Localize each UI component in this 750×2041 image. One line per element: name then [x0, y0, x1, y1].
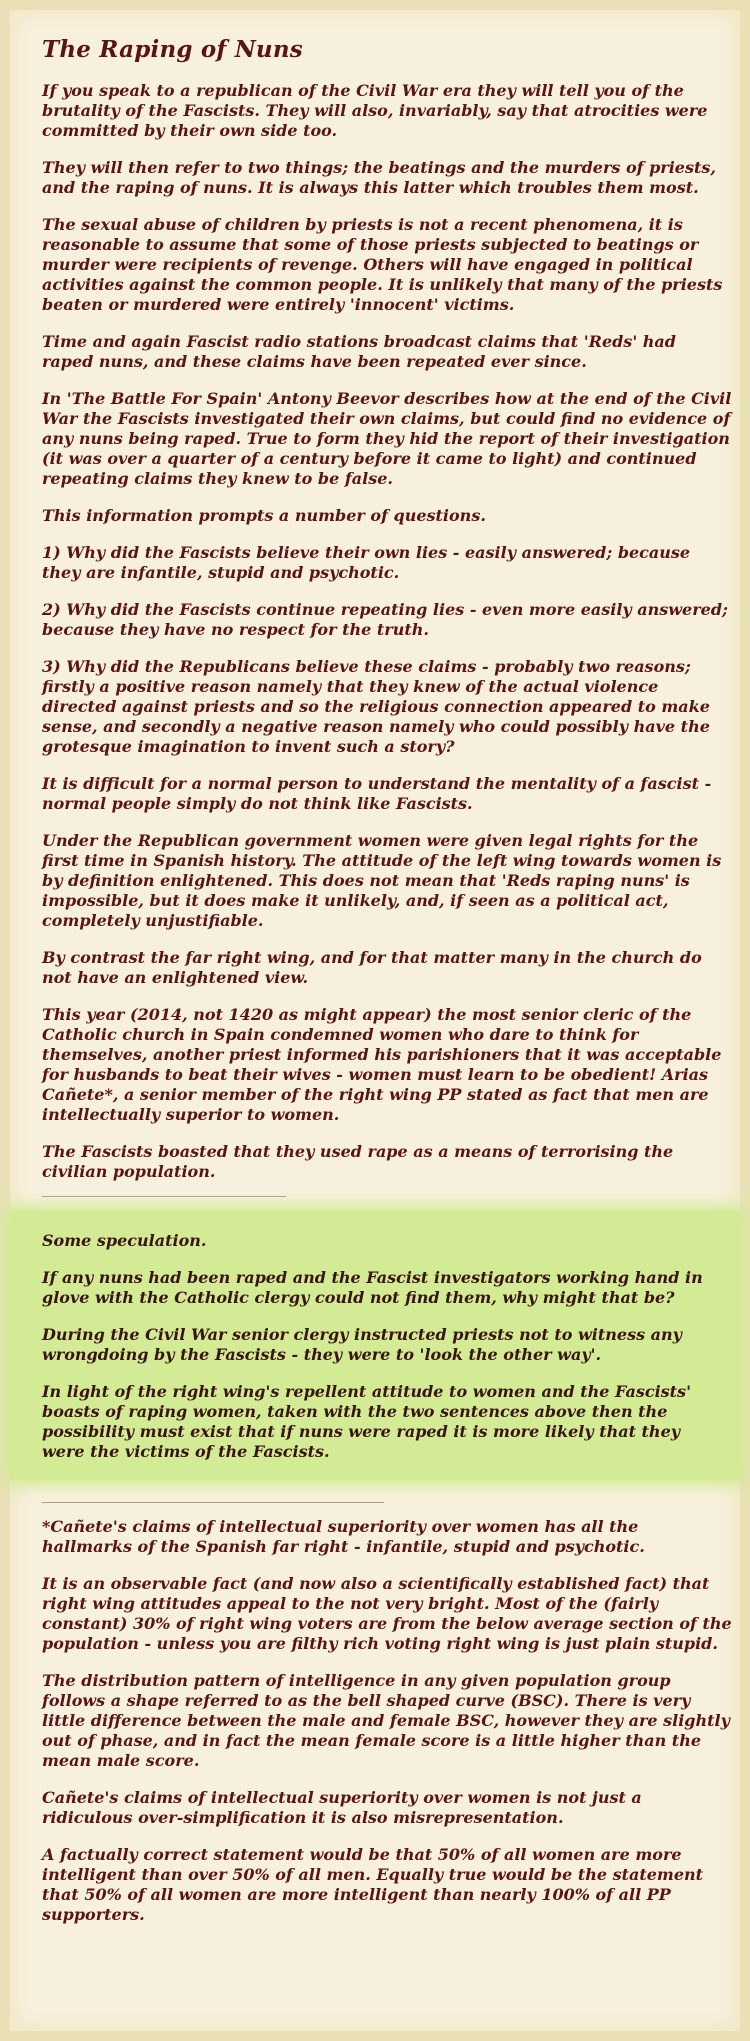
article-paragraph: If you speak to a republican of the Civil War era they will tell you of the brutality of the Fascists. They will also, invariably, say that atrocities were committed by their own side too. — [42, 81, 708, 140]
footnote-paragraph: The distribution pattern of intelligence in any given population group follows a shape referred to as the bell shaped curve (BSC). There is very little difference between the male and female BSC, however they are slightly out of phase, and in fact the mean female score is a little higher than the mean male score. — [42, 1671, 730, 1770]
question-1: 1) Why did the Fascists believe their own lies - easily answered; because they are infantile, stupid and psychotic. — [42, 543, 691, 582]
article-paragraph: This year (2014, not 1420 as might appear) the most senior cleric of the Catholic church in Spain condemned women who dare to think for themselves, another priest informed his parishioners that it was acceptable for husbands to beat their wives - women must learn to be obedient! Arias Cañete*, a senior member of the right wing PP stated as fact that men are intellectually superior to women. — [42, 1005, 722, 1124]
page — [10, 10, 740, 2031]
question-3: 3) Why did the Republicans believe these claims - probably two reasons; firstly a positive reason namely that they knew of the actual violence directed against priests and so the religious connection appeared to make sense, and secondly a negative reason namely who could possibly have the grotesque imagination to invent such a story? — [42, 657, 710, 756]
divider — [42, 1196, 286, 1197]
footnote-paragraph: A factually correct statement would be that 50% of all women are more intelligent than over 50% of all men. Equally true would be the statement that 50% of all women are more intelligent than nearly 100% of all PP supporters. — [42, 1845, 704, 1924]
article-paragraph: In 'The Battle For Spain' Antony Beevor describes how at the end of the Civil War the Fascists investigated their own claims, but could find no evidence of any nuns being raped. True to form they hid the report of their investigation (it was over a quarter of a century before it came to light) and continued repeating claims they knew to be false. — [42, 389, 732, 488]
article-paragraph: The Fascists boasted that they used rape as a means of terrorising the civilian population. — [42, 1142, 674, 1181]
footnote-paragraph: *Cañete's claims of intellectual superiority over women has all the hallmarks of the Spanish far right - infantile, stupid and psychotic. — [42, 1517, 645, 1556]
article-title: The Raping of Nuns — [42, 36, 303, 63]
article-paragraph: This information prompts a number of questions. — [42, 506, 486, 525]
speculation-paragraph: During the Civil War senior clergy instructed priests not to witness any wrongdoing by the Fascists - they were to 'look the other way'. — [42, 1325, 682, 1364]
article-paragraph: Time and again Fascist radio stations broadcast claims that 'Reds' had raped nuns, and these claims have been repeated ever since. — [42, 332, 676, 371]
article-paragraph: They will then refer to two things; the beatings and the murders of priests, and the raping of nuns. It is always this latter which troubles them most. — [42, 158, 716, 197]
article-paragraph: The sexual abuse of children by priests is not a recent phenomena, it is reasonable to assume that some of those priests subjected to beatings or murder were recipients of revenge. Others will have engaged in political activities against the common people. It is unlikely that many of the priests beaten or murdered were entirely 'innocent' victims. — [42, 215, 723, 314]
article-content — [42, 26, 732, 1942]
speculation-box — [10, 1211, 740, 1480]
speculation-paragraph: If any nuns had been raped and the Fascist investigators working hand in glove with the Catholic clergy could not find them, why might that be? — [42, 1268, 703, 1307]
footnote-paragraph: It is an observable fact (and now also a scientifically established fact) that right wing attitudes appeal to the not very bright. Most of the (fairly constant) 30% of right wing voters are from the below average section of the population - unless you are filthy rich voting right wing is just plain stupid. — [42, 1574, 732, 1653]
divider — [42, 1502, 384, 1503]
speculation-paragraph: In light of the right wing's repellent attitude to women and the Fascists' boasts of raping women, taken with the two sentences above then the possibility must exist that if nuns were raped it is more likely that they were the victims of the Fascists. — [42, 1382, 691, 1461]
speculation-heading: Some speculation. — [42, 1231, 207, 1250]
question-2: 2) Why did the Fascists continue repeating lies - even more easily answered; because they have no respect for the truth. — [42, 600, 728, 639]
article-paragraph: By contrast the far right wing, and for that matter many in the church do not have an enlightened view. — [42, 948, 702, 987]
article-paragraph: It is difficult for a normal person to understand the mentality of a fascist - normal people simply do not think like Fascists. — [42, 774, 712, 813]
footnote-paragraph: Cañete's claims of intellectual superiority over women is not just a ridiculous over-simplification it is also misrepresentation. — [42, 1788, 642, 1827]
article-paragraph: Under the Republican government women were given legal rights for the first time in Spanish history. The attitude of the left wing towards women is by definition enlightened. This does not mean that 'Reds raping nuns' is impossible, but it does make it unlikely, and, if seen as a political act, completely unjustifiable. — [42, 831, 722, 930]
